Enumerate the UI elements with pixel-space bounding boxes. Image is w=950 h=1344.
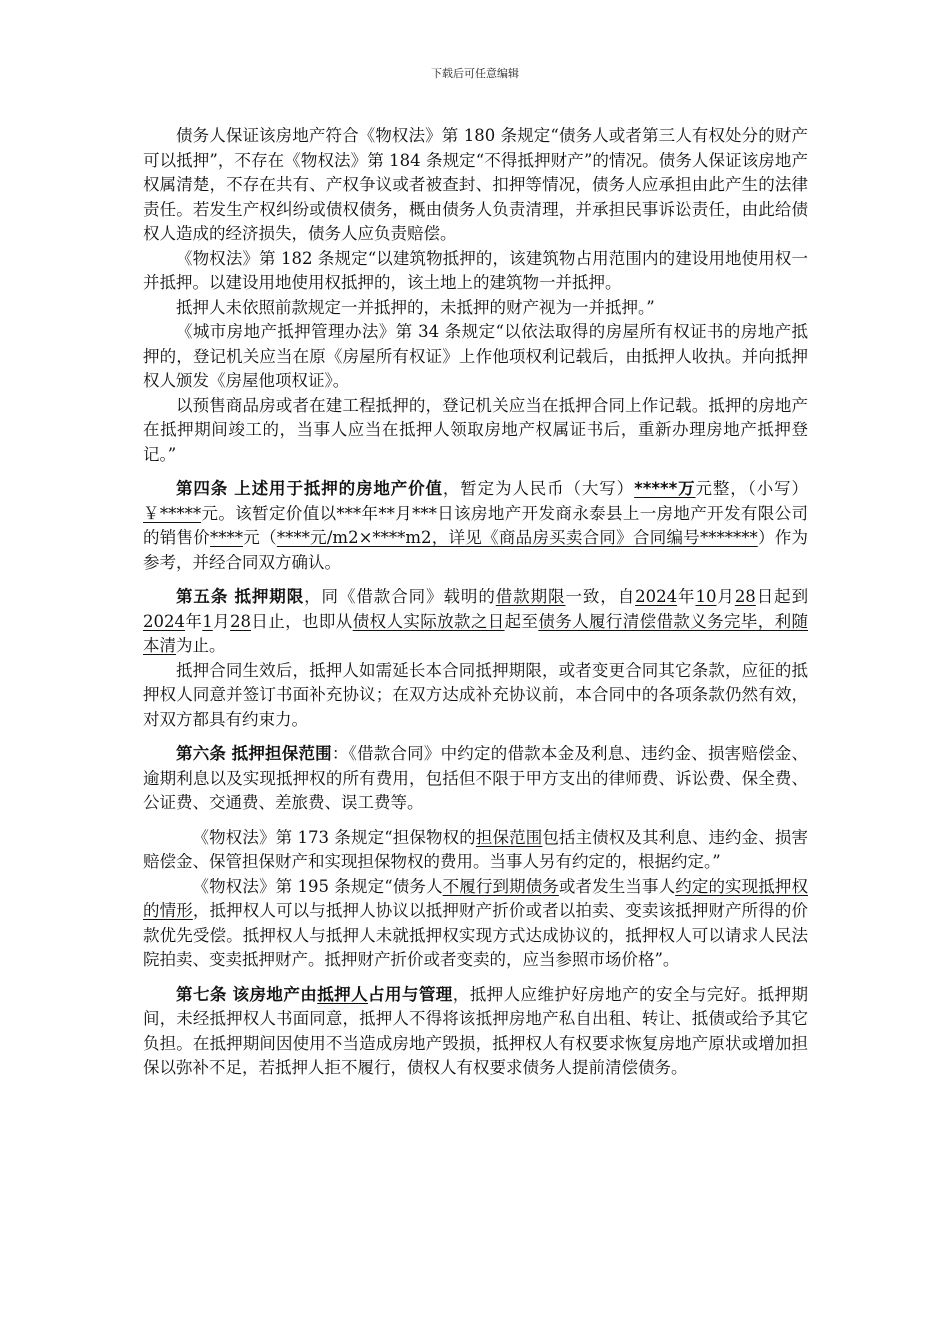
property-holder: 抵押人 <box>317 984 369 1004</box>
guarantee-scope: 担保范围 <box>475 827 543 847</box>
article-4-title: 上述用于抵押的房地产价值 <box>234 479 443 498</box>
amount-upper: *****万 <box>634 479 696 498</box>
paragraph-property-law-173: 《物权法》第 173 条规定“担保物权的担保范围包括主债权及其利息、违约金、损害赔偿金、保管担保财产和实现担保物权的费用。当事人另有约定的，根据约定。” <box>143 827 809 871</box>
article-4-label: 第四条 <box>176 479 229 498</box>
article-7: 第七条 该房地产由抵押人占用与管理，抵押人应维护好房地产的安全与完好。抵押期间，未经抵押权人书面同意，抵押人不得将该抵押房地产私自出租、转让、抵债或给予其它负担。在抵押期间因使用不当造成房地产毁损，抵押权人有权要求恢复房地产原状或增加担保以弥补不足，若抵押人拒不履行，债权人有权要求债务人提前清偿债务。 <box>143 984 809 1077</box>
paragraph-property-law-182: 《物权法》第 182 条规定“以建筑物抵押的，该建筑物占用范围内的建设用地使用权一并抵押。以建设用地使用权抵押的，该土地上的建筑物一并抵押。 <box>143 248 808 292</box>
paragraph-urban-mortgage-34: 《城市房地产抵押管理办法》第 34 条规定“以依法取得的房屋所有权证书的房地产抵押的，登记机关应当在原《房屋所有权证》上作他项权利记载后，由抵押人收执。并向抵押权人颁发《房屋他项权证》。 <box>143 322 808 390</box>
article-6-label: 第六条 <box>176 744 227 763</box>
term-to: 债务人履行清偿借款义务完毕，利随本清 <box>143 611 809 655</box>
article-4: 第四条 上述用于抵押的房地产价值，暂定为人民币（大写）*****万元整，（小写）￥*****元。该暂定价值以***年**月***日该房地产开发商永泰县上一房地产开发有限公司的销售价****元（****元/m2×****m2，详见《商品房买卖合同》合同编号*******）作为参考，并经合同双方确认。 <box>143 479 809 572</box>
document-body <box>143 124 808 1081</box>
default-debt: 不履行到期债务 <box>442 876 559 896</box>
article-5-label: 第五条 <box>176 587 229 606</box>
end-day: 28 <box>230 611 252 631</box>
paragraph-term-extension: 抵押合同生效后，抵押人如需延长本合同抵押期限，或者变更合同其它条款，应征的抵押权人同意并签订书面补充协议；在双方达成补充协议前，本合同中的各项条款仍然有效，对双方都具有约束力。 <box>143 660 808 729</box>
page-header: 下载后可任意编辑 <box>431 67 519 80</box>
article-5-title: 抵押期限 <box>234 587 305 606</box>
start-day: 28 <box>734 587 756 606</box>
end-month: 1 <box>202 611 213 631</box>
price-calculation: ****元/m2×****m2，详见《商品房买卖合同》合同编号******* <box>276 528 758 547</box>
sale-price: **** <box>210 528 244 547</box>
paragraph-property-law-182-cont: 抵押人未依照前款规定一并抵押的，未抵押的财产视为一并抵押。” <box>176 297 655 317</box>
loan-term: 借款期限 <box>495 587 566 606</box>
amount-lower: ￥***** <box>143 503 202 523</box>
paragraph-presale-mortgage: 以预售商品房或者在建工程抵押的，登记机关应当在抵押合同上作记载。抵押的房地产在抵押期间竣工的，当事人应当在抵押人领取房地产权属证书后，重新办理房地产抵押登记。” <box>143 395 808 464</box>
agreed-circumstance: 约定的实现抵押权的情形 <box>143 876 809 920</box>
article-7-label: 第七条 <box>176 984 227 1004</box>
article-5: 第五条 抵押期限，同《借款合同》载明的借款期限一致，自2024年10月28日起到2024年1月28日止，也即从债权人实际放款之日起至债务人履行清偿借款义务完毕，利随本清为止。 <box>143 587 809 655</box>
article-6: 第六条 抵押担保范围：《借款合同》中约定的借款本金及利息、违约金、损害赔偿金、逾期利息以及实现抵押权的所有费用，包括但不限于甲方支出的律师费、诉讼费、保全费、公证费、交通费、差旅费、误工费等。 <box>143 744 809 812</box>
paragraph-debtor-guarantee: 债务人保证该房地产符合《物权法》第 180 条规定“债务人或者第三人有权处分的财产可以抵押”，不存在《物权法》第 184 条规定“不得抵押财产”的情况。债务人保证该房地产权属清楚，不存在共有、产权争议或者被查封、扣押等情况，债务人应承担由此产生的法律责任。若发生产权纠纷或债权债务，概由债务人负责清理，并承担民事诉讼责任，由此给债权人造成的经济损失，债务人应负责赔偿。 <box>143 126 808 243</box>
term-from: 债权人实际放款之日 <box>352 611 505 631</box>
end-year: 2024 <box>143 611 185 631</box>
start-month: 10 <box>695 587 717 606</box>
article-6-title: 抵押担保范围 <box>231 744 332 763</box>
paragraph-property-law-195: 《物权法》第 195 条规定“债务人不履行到期债务或者发生当事人约定的实现抵押权的情形，抵押权人可以与抵押人协议以抵押财产折价或者以拍卖、变卖该抵押财产所得的价款优先受偿。抵押权人与抵押人未就抵押权实现方式达成协议的，抵押权人可以请求人民法院拍卖、变卖抵押财产。抵押财产折价或者变卖的，应当参照市场价格”。 <box>143 876 809 969</box>
start-year: 2024 <box>635 587 678 606</box>
